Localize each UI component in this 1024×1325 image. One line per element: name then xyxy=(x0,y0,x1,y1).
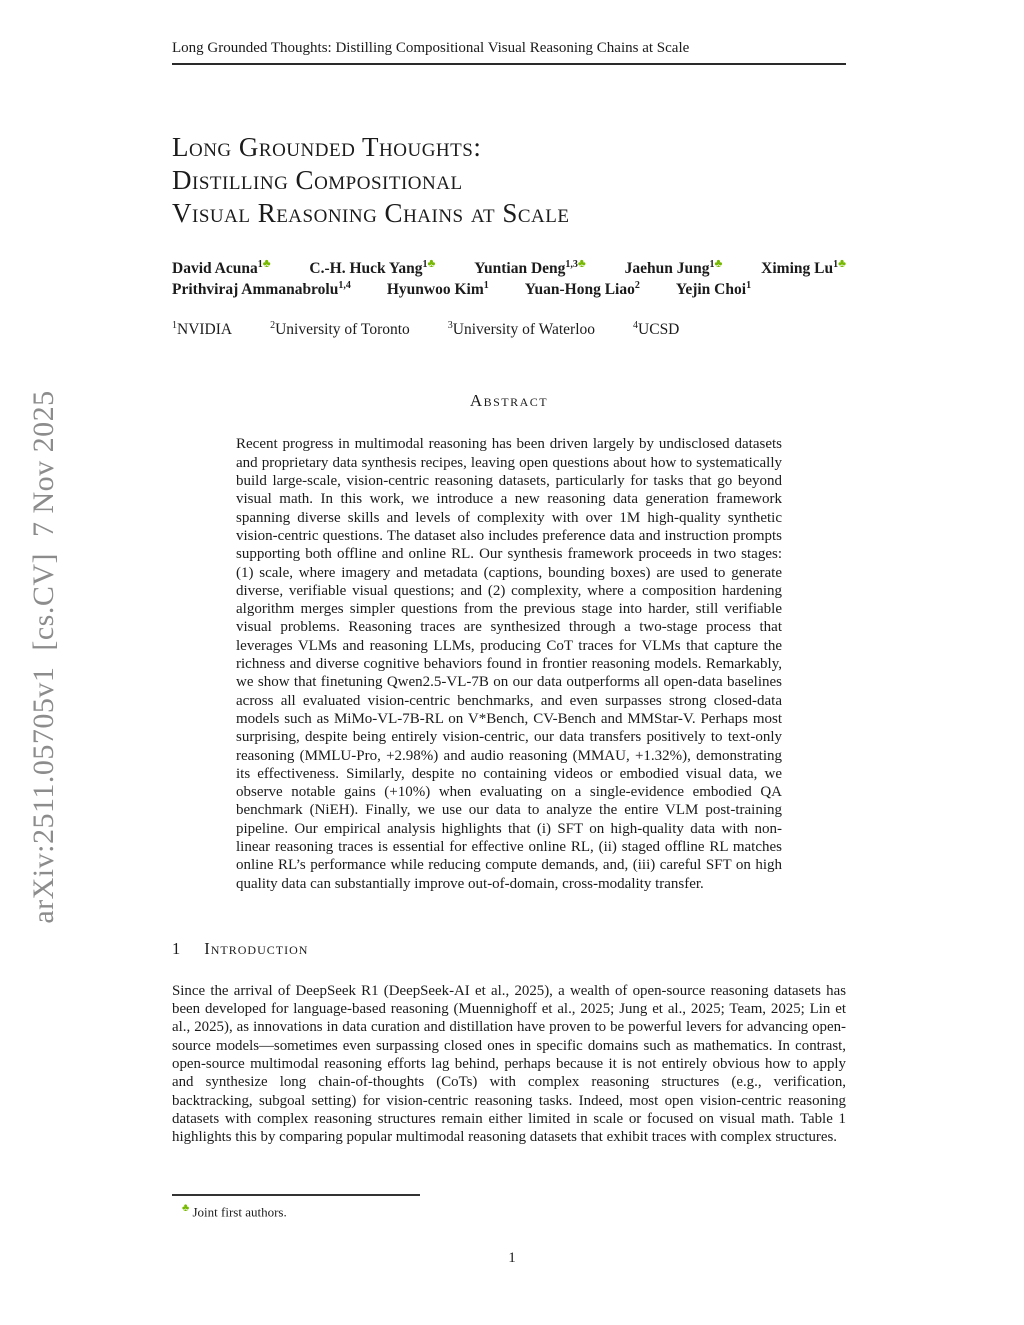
affiliation-name: University of Toronto xyxy=(275,321,410,339)
section-heading-introduction xyxy=(172,939,846,959)
footnote-text xyxy=(172,1202,846,1220)
author-affil-sup: 1 xyxy=(746,280,752,292)
author-yuan-hong-liao xyxy=(525,280,640,299)
footnote-block xyxy=(172,1194,846,1220)
author-affil-sup: 1 xyxy=(833,259,839,270)
author-name: Prithviraj Ammanabrolu xyxy=(172,281,339,299)
abstract-body: Recent progress in multimodal reasoning has been driven largely by undisclosed datasets and proprietary data synthesis recipes, leaving open questions about how to systematically build large-scale, vision-centric reasoning datasets, particularly for tasks that go beyond visual math. In this work, we introduce a new reasoning data generation framework spanning diverse skills and levels of complexity with over 1M high-quality synthetic vision-centric questions. The dataset also includes preference data and instruction prompts supporting both offline and online RL. Our synthesis framework proceeds in two stages: (1) scale, where imagery and metadata (captions, bounding boxes) are used to generate diverse, verifiable visual questions; and (2) complexity, where a composition hardening algorithm merges simpler questions from the previous stage into harder, still verifiable visual problems. Reasoning traces are synthesized through a two-stage process that leverages VLMs and reasoning LLMs, producing CoT traces for VLMs that capture the richness and diverse cognitive behaviors found in frontier reasoning models. Remarkably, we show that finetuning Qwen2.5-VL-7B on our data outperforms all open-data baselines across all evaluated vision-centric benchmarks, and even surpasses strong closed-data models such as MiMo-VL-7B-RL on V*Bench, CV-Bench and MMStar-V. Perhaps most surprising, despite being entirely vision-centric, our data transfers positively to text-only reasoning (MMLU-Pro, +2.98%) and audio reasoning (MMAU, +1.32%), demonstrating its effectiveness. Similarly, despite no containing videos or embodied visual data, we observe notable gains (+10%) when evaluating on a single-evidence embodied QA benchmark (NiEH). Finally, we use our data to analyze the entire VLM post-training pipeline. Our empirical analysis highlights that (i) SFT on high-quality data with non-linear reasoning traces is essential for effective online RL, (ii) staged offline RL matches online RL’s performance while reducing compute demands, and, (iii) careful SFT on high quality data can substantially improve out-of-domain, cross-modality transfer. xyxy=(236,436,782,892)
club-icon: ♣ xyxy=(577,256,586,270)
introduction-body: Since the arrival of DeepSeek R1 (DeepSeek-AI et al., 2025), a wealth of open-source reasoning datasets has been developed for language-based reasoning (Muennighoff et al., 2025; Jung et al., 2025; Team, 2025; Lin et al., 2025), as innovations in data curation and distillation have proven to be powerful levers for advancing open-source models—sometimes even surpassing closed ones in specific domains such as mathematics. In contrast, open-source multimodal reasoning efforts lag behind, perhaps because it is not entirely obvious how to apply and synthesize long chain-of-thoughts (CoTs) with complex reasoning structures (e.g., verification, backtracking, subgoal setting) for vision-centric reasoning tasks. Indeed, most open vision-centric reasoning datasets with complex reasoning structures remain either limited in scale or focused on visual math. Table 1 highlights this by comparing popular multimodal reasoning datasets that exhibit traces with complex structures. xyxy=(172,982,846,1146)
affiliation-sup: 3 xyxy=(447,320,453,332)
club-icon: ♣ xyxy=(262,256,271,270)
author-david-acuna xyxy=(172,256,271,278)
author-row-2 xyxy=(172,280,846,299)
author-jaehun-jung xyxy=(625,256,723,278)
author-yuntian-deng xyxy=(474,256,586,278)
author-name: Yuan-Hong Liao xyxy=(524,281,635,299)
affiliation-sup: 1 xyxy=(172,320,177,332)
title-line-3: Visual Reasoning Chains at Scale xyxy=(172,198,570,228)
paper-title xyxy=(172,131,846,230)
footnote-label: Joint first authors. xyxy=(192,1204,287,1220)
affiliation-block xyxy=(172,320,846,339)
paper-content xyxy=(172,0,846,1147)
affiliation-name: University of Waterloo xyxy=(452,321,596,339)
footnote-rule xyxy=(172,1194,420,1196)
affiliation-sup: 2 xyxy=(270,320,276,332)
author-name: Jaehun Jung xyxy=(624,260,710,278)
section-number: 1 xyxy=(172,938,181,958)
author-affil-sup: 1,3 xyxy=(565,259,578,270)
title-line-2: Distilling Compositional xyxy=(172,165,463,195)
arxiv-watermark: arXiv:2511.05705v1 [cs.CV] 7 Nov 2025 xyxy=(27,390,60,924)
author-name: Yejin Choi xyxy=(675,281,747,299)
affiliation-name: UCSD xyxy=(638,321,680,339)
author-row-1 xyxy=(172,256,846,278)
abstract-heading: Abstract xyxy=(469,391,549,411)
author-affil-sup: 1 xyxy=(709,259,715,270)
author-hyunwoo-kim xyxy=(387,280,489,299)
club-icon: ♣ xyxy=(714,256,723,270)
author-name: Hyunwoo Kim xyxy=(386,281,484,299)
author-ximing-lu xyxy=(761,256,846,278)
affiliation-nvidia xyxy=(172,320,232,339)
author-name: David Acuna xyxy=(172,260,258,278)
author-affil-sup: 2 xyxy=(634,280,640,292)
club-icon: ♣ xyxy=(182,1202,190,1214)
title-line-1: Long Grounded Thoughts: xyxy=(172,132,482,162)
running-header xyxy=(172,0,846,65)
author-block xyxy=(172,256,846,299)
author-name: C.-H. Huck Yang xyxy=(309,260,423,278)
author-affil-sup: 1 xyxy=(483,280,489,292)
author-huck-yang xyxy=(309,256,435,278)
author-affil-sup: 1 xyxy=(422,259,428,270)
section-title: Introduction xyxy=(204,938,309,958)
affiliation-ucsd xyxy=(633,320,679,339)
affiliation-toronto xyxy=(270,320,410,339)
author-yejin-choi xyxy=(676,280,751,299)
running-title: Long Grounded Thoughts: Distilling Compositional Visual Reasoning Chains at Scale xyxy=(172,40,690,56)
author-name: Ximing Lu xyxy=(761,260,834,278)
club-icon: ♣ xyxy=(838,256,846,270)
author-prithviraj-ammanabrolu xyxy=(172,280,351,299)
author-affil-sup: 1,4 xyxy=(338,280,351,292)
author-affil-sup: 1 xyxy=(257,259,263,270)
page-number: 1 xyxy=(508,1250,516,1266)
affiliation-waterloo xyxy=(448,320,595,339)
affiliation-name: NVIDIA xyxy=(177,321,233,339)
author-name: Yuntian Deng xyxy=(474,260,566,278)
club-icon: ♣ xyxy=(427,256,436,270)
affiliation-sup: 4 xyxy=(633,320,639,332)
